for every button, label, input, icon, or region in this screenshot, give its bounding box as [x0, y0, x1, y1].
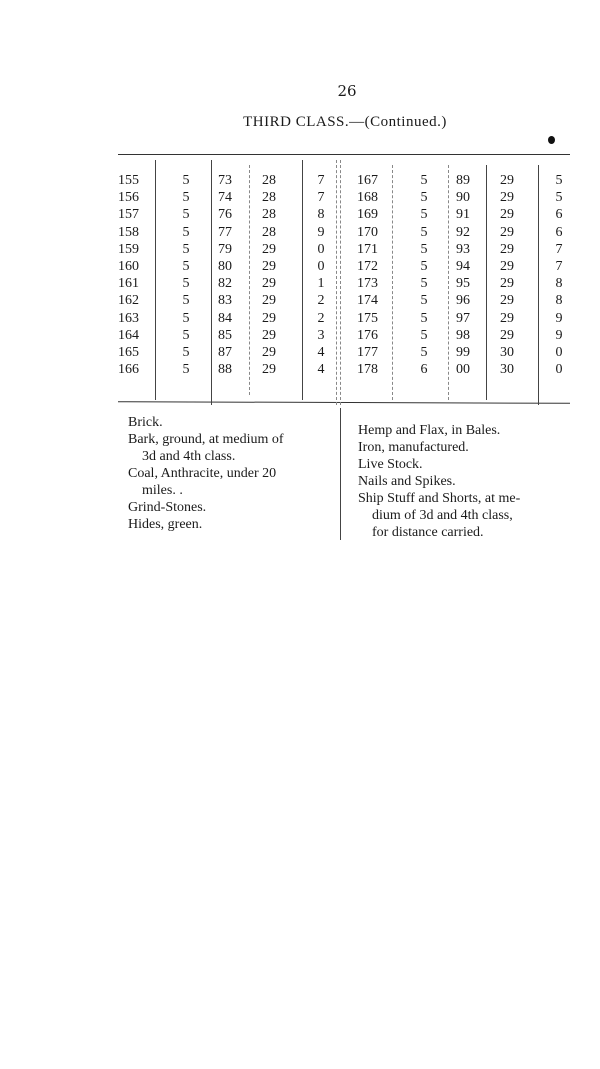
page-number: 26 [337, 82, 357, 100]
table-cell: 160 [118, 259, 139, 275]
table-cell: 9 [317, 224, 325, 240]
table-cell: 166 [118, 362, 139, 378]
table-cell: 29 [500, 241, 514, 257]
table-cell: 158 [118, 224, 139, 240]
table-cell: 80 [218, 259, 232, 275]
table-cell: 1 [317, 276, 325, 292]
table-cell: 4 [317, 362, 325, 378]
table-cell: 5 [420, 276, 428, 292]
table-cell: 29 [500, 327, 514, 343]
column-divider [538, 165, 539, 405]
table-cell: 5 [182, 259, 190, 275]
table-cell: 0 [317, 241, 325, 257]
table-cell: 5 [182, 207, 190, 223]
table-cell: 4 [317, 345, 325, 361]
table-cell: 161 [118, 276, 139, 292]
table-cell: 0 [317, 259, 325, 275]
table-cell: 9 [555, 310, 563, 326]
table-cell: 155 [118, 173, 139, 188]
table-cell: 2 [317, 293, 325, 309]
article-item-continuation: for distance carried. [372, 525, 484, 540]
table-cell: 164 [118, 327, 139, 343]
table-cell: 29 [500, 259, 514, 275]
table-cell: 5 [182, 362, 190, 378]
table-cell: 0 [555, 345, 563, 361]
table-cell: 168 [357, 190, 378, 206]
table-cell: 8 [317, 207, 325, 223]
table-cell: 7 [555, 259, 563, 275]
table-cell: 5 [420, 241, 428, 257]
column-divider [211, 160, 212, 405]
table-cell: 165 [118, 345, 139, 361]
table-cell: 29 [262, 345, 276, 361]
col-right-miles [357, 172, 387, 378]
column-divider [340, 160, 341, 405]
table-cell: 28 [262, 224, 276, 240]
table-cell: 00 [456, 362, 470, 378]
table-cell: 7 [317, 173, 325, 188]
table-cell: 5 [182, 241, 190, 257]
column-divider [486, 165, 487, 400]
table-cell: 83 [218, 293, 232, 309]
table-cell: 163 [118, 310, 139, 326]
table-cell: 29 [262, 293, 276, 309]
table-cell: 29 [262, 259, 276, 275]
table-cell: 29 [500, 224, 514, 240]
table-cell: 5 [420, 259, 428, 275]
table-cell: 5 [420, 293, 428, 309]
article-item: Hemp and Flax, in Bales. [358, 423, 501, 438]
table-cell: 6 [555, 224, 563, 240]
article-item: Bark, ground, at medium of [128, 432, 284, 447]
table-cell: 90 [456, 190, 470, 206]
table-cell: 85 [218, 327, 232, 343]
table-cell: 29 [500, 190, 514, 206]
table-cell: 0 [555, 362, 563, 378]
col-right-c5 [552, 172, 566, 378]
table-cell: 5 [182, 345, 190, 361]
table-cell: 5 [555, 190, 563, 206]
table-cell: 156 [118, 190, 139, 206]
table-cell: 176 [357, 327, 378, 343]
table-cell: 29 [262, 362, 276, 378]
article-item: Brick. [128, 415, 163, 430]
table-cell: 171 [357, 241, 378, 257]
table-top-rule [118, 154, 570, 155]
article-item: Live Stock. [358, 457, 423, 472]
table-cell: 76 [218, 207, 232, 223]
table-cell: 6 [420, 362, 428, 378]
table-cell: 97 [456, 310, 470, 326]
col-left-c5 [314, 172, 328, 378]
article-item-continuation: miles. . [142, 483, 183, 498]
table-cell: 29 [500, 276, 514, 292]
table-cell: 5 [420, 173, 428, 188]
table-cell: 3 [317, 327, 325, 343]
table-cell: 77 [218, 224, 232, 240]
table-cell: 5 [182, 276, 190, 292]
col-left-miles [118, 172, 148, 378]
table-cell: 73 [218, 173, 232, 188]
article-item: Ship Stuff and Shorts, at me- [358, 491, 521, 506]
table-cell: 5 [182, 327, 190, 343]
table-cell: 98 [456, 327, 470, 343]
table-cell: 172 [357, 259, 378, 275]
table-cell: 5 [420, 327, 428, 343]
table-cell: 93 [456, 241, 470, 257]
list-divider [340, 408, 341, 540]
table-cell: 5 [420, 190, 428, 206]
table-cell: 8 [555, 293, 563, 309]
table-cell: 5 [420, 310, 428, 326]
table-cell: 7 [555, 241, 563, 257]
table-cell: 29 [500, 293, 514, 309]
article-item: Nails and Spikes. [358, 474, 456, 489]
table-cell: 29 [500, 173, 514, 188]
table-cell: 88 [218, 362, 232, 378]
table-cell: 5 [182, 173, 190, 188]
table-cell: 99 [456, 345, 470, 361]
table-cell: 74 [218, 190, 232, 206]
col-left-c4 [262, 172, 286, 378]
table-bottom-rule [118, 401, 570, 404]
col-left-c3 [218, 172, 242, 378]
table-cell: 29 [262, 241, 276, 257]
column-divider [336, 160, 337, 405]
table-cell: 5 [420, 345, 428, 361]
table-cell: 167 [357, 173, 378, 188]
table-cell: 30 [500, 362, 514, 378]
table-cell: 178 [357, 362, 378, 378]
table-cell: 5 [555, 173, 563, 188]
column-divider [249, 165, 250, 395]
table-cell: 5 [420, 207, 428, 223]
table-cell: 6 [555, 207, 563, 223]
table-cell: 89 [456, 173, 470, 188]
table-cell: 175 [357, 310, 378, 326]
table-cell: 30 [500, 345, 514, 361]
table-cell: 29 [262, 310, 276, 326]
table-cell: 94 [456, 259, 470, 275]
table-cell: 5 [420, 224, 428, 240]
table-cell: 79 [218, 241, 232, 257]
article-item: Grind-Stones. [128, 500, 207, 515]
ink-blot [548, 136, 555, 144]
table-cell: 92 [456, 224, 470, 240]
article-item: Coal, Anthracite, under 20 [128, 466, 277, 481]
article-item: Hides, green. [128, 517, 203, 532]
table-cell: 29 [500, 207, 514, 223]
col-left-c2 [176, 172, 196, 378]
table-cell: 2 [317, 310, 325, 326]
table-cell: 95 [456, 276, 470, 292]
table-cell: 5 [182, 310, 190, 326]
page-title: THIRD CLASS.—(Continued.) [243, 114, 447, 130]
table-cell: 28 [262, 190, 276, 206]
column-divider [448, 165, 449, 400]
table-cell: 87 [218, 345, 232, 361]
table-cell: 9 [555, 327, 563, 343]
table-cell: 157 [118, 207, 139, 223]
articles-list-left [128, 414, 340, 533]
table-cell: 29 [262, 327, 276, 343]
col-right-c2 [416, 172, 432, 378]
col-right-c4 [500, 172, 524, 378]
table-cell: 174 [357, 293, 378, 309]
table-cell: 7 [317, 190, 325, 206]
table-cell: 173 [357, 276, 378, 292]
table-cell: 28 [262, 173, 276, 188]
table-cell: 82 [218, 276, 232, 292]
article-item-continuation: dium of 3d and 4th class, [372, 508, 513, 523]
table-cell: 5 [182, 224, 190, 240]
column-divider [302, 160, 303, 400]
table-cell: 96 [456, 293, 470, 309]
table-cell: 159 [118, 241, 139, 257]
table-cell: 5 [182, 190, 190, 206]
column-divider [155, 160, 156, 400]
table-cell: 5 [182, 293, 190, 309]
table-cell: 162 [118, 293, 139, 309]
column-divider [392, 165, 393, 400]
table-cell: 91 [456, 207, 470, 223]
table-cell: 29 [500, 310, 514, 326]
col-right-c3 [456, 172, 480, 378]
table-cell: 169 [357, 207, 378, 223]
table-cell: 8 [555, 276, 563, 292]
article-item-continuation: 3d and 4th class. [142, 449, 236, 464]
table-cell: 177 [357, 345, 378, 361]
table-cell: 170 [357, 224, 378, 240]
table-cell: 29 [262, 276, 276, 292]
articles-list-right [358, 422, 570, 541]
table-cell: 28 [262, 207, 276, 223]
article-item: Iron, manufactured. [358, 440, 469, 455]
table-cell: 84 [218, 310, 232, 326]
